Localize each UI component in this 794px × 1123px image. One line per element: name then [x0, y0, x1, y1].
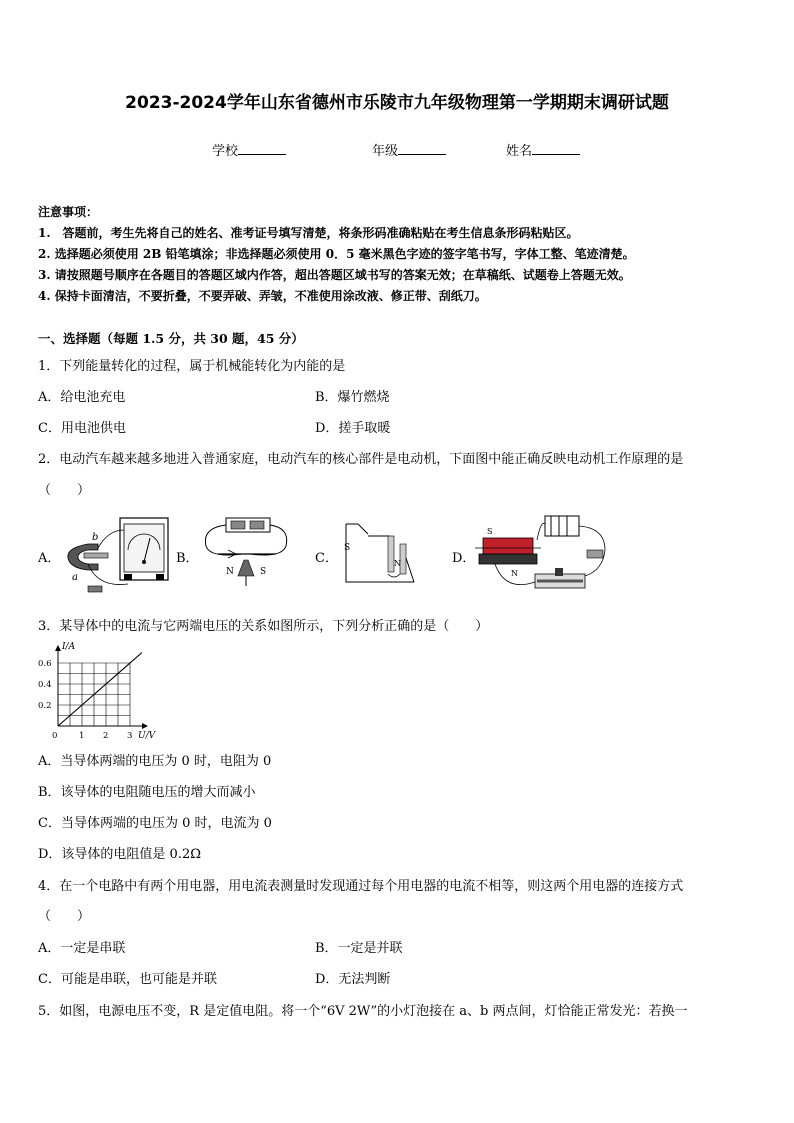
question-5-stem: 5．如图，电源电压不变，R 是定值电阻。将一个“6V 2W”的小灯泡接在 a、b 两点间，灯恰能正常发光：若换一 [38, 1004, 688, 1019]
fig-c-letter-s: S [344, 543, 351, 553]
switch-icon [587, 550, 603, 558]
name-field[interactable] [506, 140, 580, 159]
q2-option-c-label[interactable]: C． [315, 551, 338, 566]
x-axis-arrow-icon [142, 723, 148, 729]
fig-d-letter-n: N [511, 569, 518, 578]
grade-field[interactable] [372, 140, 446, 159]
school-label: 学校 [212, 144, 239, 159]
chart-series [58, 653, 142, 727]
section-heading: 一、选择题（每题 1.5 分，共 30 题，45 分） [38, 331, 304, 346]
x-tick-label: 3 [127, 731, 133, 740]
q2-option-d-label[interactable]: D． [452, 551, 476, 566]
fig-b-letter-n: N [226, 567, 234, 577]
y-axis-label: I/A [62, 642, 76, 652]
y-tick-label: 0.2 [38, 701, 52, 711]
switch-icon [358, 524, 368, 534]
x-tick-label: 0 [52, 731, 58, 740]
question-4-stem: 4．在一个电路中有两个用电器，用电流表测量时发现通过每个用电器的电流不相等，则这两个用电器的连接方式 [38, 879, 684, 894]
battery-icon [545, 516, 579, 536]
q4-option-b[interactable]: B．一定是并联 [315, 941, 403, 956]
q1-option-b[interactable]: B．爆竹燃烧 [315, 390, 390, 405]
x-tick-label: 2 [103, 731, 109, 740]
compass-needle-icon [238, 560, 254, 576]
fig-a-letter-b: b [92, 532, 99, 543]
question-4-paren: （ ） [38, 909, 91, 924]
notice-item: 4. 保持卡面清洁，不要折叠，不要弄破、弄皱，不准使用涂改液、修正带、刮纸刀。 [38, 289, 487, 303]
fig-a-letter-a: a [72, 572, 78, 583]
notice-item: 3. 请按照题号顺序在各题目的答题区域内作答，超出答题区域书写的答案无效；在草稿纸、试题卷上答题无效。 [38, 268, 631, 282]
question-2-stem: 2．电动汽车越来越多地进入普通家庭，电动汽车的核心部件是电动机，下面图中能正确反映电动机工作原理的是 [38, 452, 684, 467]
y-axis-arrow-icon [55, 645, 61, 651]
fig-c-letter-n: N [394, 559, 401, 568]
x-tick-label: 1 [79, 731, 85, 740]
page-title: 2023-2024学年山东省德州市乐陵市九年级物理第一学期期末调研试题 [125, 93, 669, 113]
magnet-icon [483, 538, 533, 554]
q4-option-a[interactable]: A．一定是串联 [38, 941, 126, 956]
grade-label: 年级 [372, 144, 399, 159]
name-blank[interactable] [532, 142, 580, 155]
grade-blank[interactable] [398, 142, 446, 155]
q1-option-a[interactable]: A．给电池充电 [38, 390, 126, 405]
q2-option-b-label[interactable]: B． [176, 551, 199, 566]
name-label: 姓名 [506, 144, 533, 159]
question-2-paren: （ ） [38, 483, 91, 498]
q4-option-c[interactable]: C．可能是串联，也可能是并联 [38, 972, 217, 987]
q2-figure-d[interactable] [475, 510, 615, 598]
notice-heading: 注意事项： [38, 205, 99, 219]
x-axis-label: U/V [138, 731, 156, 740]
school-blank[interactable] [238, 142, 286, 155]
q2-figure-a[interactable] [58, 510, 176, 596]
q3-option-b[interactable]: B．该导体的电阻随电压的增大而减小 [38, 785, 256, 800]
y-tick-label: 0.4 [38, 680, 52, 690]
q1-option-c[interactable]: C．用电池供电 [38, 421, 126, 436]
question-1-stem: 1．下列能量转化的过程，属于机械能转化为内能的是 [38, 359, 346, 374]
switch-icon [88, 586, 102, 592]
fig-b-letter-s: S [260, 567, 267, 577]
q3-current-voltage-chart [38, 640, 168, 740]
q3-option-d[interactable]: D．该导体的电阻值是 0.2Ω [38, 847, 202, 862]
series-line [58, 653, 142, 727]
q1-option-d[interactable]: D．搓手取暖 [315, 421, 391, 436]
notice-item: 2. 选择题必须使用 2B 铅笔填涂；非选择题必须使用 0．5 毫米黑色字迹的签字笔书写，字体工整、笔迹清楚。 [38, 247, 635, 261]
q4-option-d[interactable]: D．无法判断 [315, 972, 391, 987]
rod-icon [84, 553, 108, 558]
school-field[interactable] [212, 140, 286, 159]
q2-figure-b[interactable] [198, 514, 294, 590]
y-tick-label: 0.6 [38, 659, 52, 669]
fig-d-letter-s: S [487, 527, 493, 536]
q3-option-c[interactable]: C．当导体两端的电压为 0 时，电流为 0 [38, 816, 272, 831]
question-3-stem: 3．某导体中的电流与它两端电压的关系如图所示，下列分析正确的是（ ） [38, 619, 489, 634]
q3-option-a[interactable]: A．当导体两端的电压为 0 时，电阻为 0 [38, 754, 272, 769]
notice-item: 1. 答题前，考生先将自己的姓名、准考证号填写清楚，将条形码准确粘贴在考生信息条形码粘贴区。 [38, 226, 579, 240]
q2-option-a-label[interactable]: A． [38, 551, 61, 566]
q2-figure-c[interactable] [338, 514, 418, 586]
